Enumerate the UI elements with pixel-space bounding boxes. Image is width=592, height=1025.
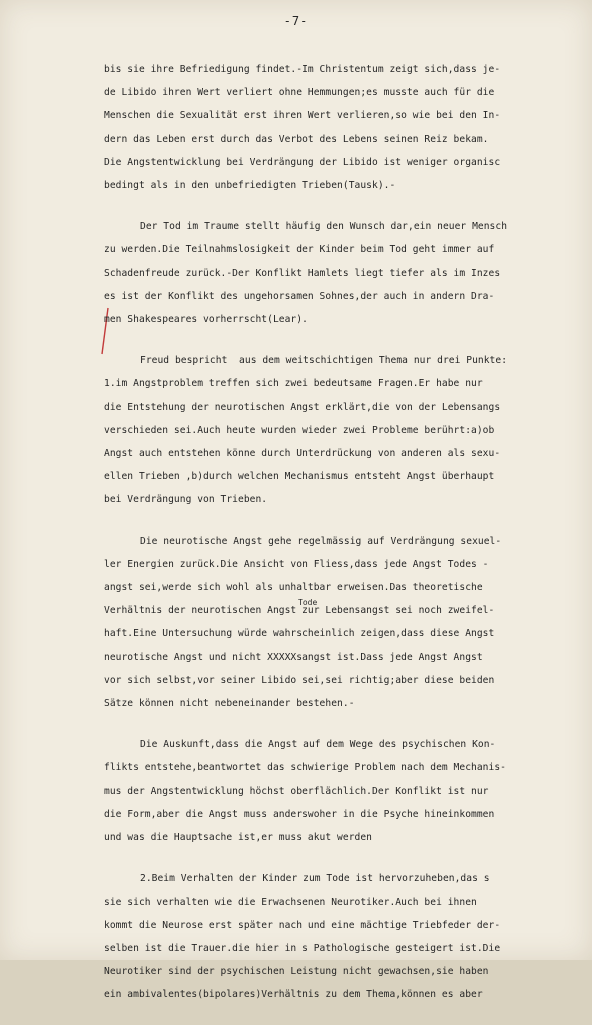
- text-line: Verhältnis der neurotischen Angst zur Lebensangst sei noch zweifel-: [104, 605, 495, 617]
- text-line: die Entstehung der neurotischen Angst erklärt,die von der Lebensangs: [104, 401, 501, 413]
- paragraph-6: [104, 867, 576, 1006]
- text-line: 1.im Angstproblem treffen sich zwei bedeutsame Fragen.Er habe nur: [104, 378, 483, 390]
- page-number: -7-: [283, 14, 309, 28]
- paragraph-4: [104, 530, 576, 716]
- text-line: bis sie ihre Befriedigung findet.-Im Christentum zeigt sich,dass je-: [104, 64, 501, 75]
- text-line: selben ist die Trauer.die hier in s Pathologische gesteigert ist.Die: [104, 942, 501, 954]
- body-text: [104, 58, 576, 1025]
- text-line: Neurotiker sind der psychischen Leistung nicht gewachsen,sie haben: [104, 966, 489, 978]
- text-line: und was die Hauptsache ist,er muss akut werden: [104, 832, 372, 844]
- text-line: bei Verdrängung von Trieben.: [104, 494, 268, 506]
- text-line: sie sich verhalten wie die Erwachsenen Neurotiker.Auch bei ihnen: [104, 896, 477, 908]
- text-line: men Shakespeares vorherrscht(Lear).: [104, 314, 308, 326]
- paragraph-1: [104, 58, 576, 197]
- paragraph-2: [104, 215, 576, 331]
- text-line: mus der Angstentwicklung höchst oberflächlich.Der Konflikt ist nur: [104, 785, 489, 797]
- interlinear-correction: Tode: [298, 598, 318, 607]
- text-line: haft.Eine Untersuchung würde wahrscheinlich zeigen,dass diese Angst: [104, 628, 495, 640]
- text-line: ein ambivalentes(bipolares)Verhältnis zu dem Thema,können es aber: [104, 989, 483, 1001]
- text-line: Sätze können nicht nebeneinander bestehen.-: [104, 698, 355, 710]
- text-line: Menschen die Sexualität erst ihren Wert verlieren,so wie bei den In-: [104, 110, 501, 122]
- text-line: Die Auskunft,dass die Angst auf dem Wege des psychischen Kon-: [140, 739, 496, 751]
- text-line: die Form,aber die Angst muss anderswoher in die Psyche hineinkommen: [104, 808, 495, 820]
- text-line: vor sich selbst,vor seiner Libido sei,sei richtig;aber diese beiden: [104, 674, 495, 686]
- text-line: de Libido ihren Wert verliert ohne Hemmungen;es musste auch für die: [104, 87, 495, 99]
- text-line: bedingt als in den unbefriedigten Trieben(Tausk).-: [104, 180, 396, 192]
- text-line: zu werden.Die Teilnahmslosigkeit der Kinder beim Tod geht immer auf: [104, 244, 495, 256]
- text-line: Die neurotische Angst gehe regelmässig auf Verdrängung sexuel-: [140, 535, 502, 547]
- text-line: dern das Leben erst durch das Verbot des Lebens seinen Reiz bekam.: [104, 133, 489, 145]
- text-line: verschieden sei.Auch heute wurden wieder zwei Probleme berührt:a)ob: [104, 424, 495, 436]
- text-line: ellen Trieben ,b)durch welchen Mechanismus entsteht Angst überhaupt: [104, 471, 495, 483]
- text-line: angst sei,werde sich wohl als unhaltbar erweisen.Das theoretische: [104, 582, 483, 594]
- text-line: Der Tod im Traume stellt häufig den Wunsch dar,ein neuer Mensch: [140, 221, 508, 233]
- paragraph-3: [104, 349, 576, 511]
- text-line: kommt die Neurose erst später nach und eine mächtige Triebfeder der-: [104, 919, 501, 931]
- text-line: 2.Beim Verhalten der Kinder zum Tode ist hervorzuheben,das s: [140, 873, 490, 885]
- text-line: ler Energien zurück.Die Ansicht von Fliess,dass jede Angst Todes -: [104, 558, 489, 570]
- text-line: Die Angstentwicklung bei Verdrängung der Libido ist weniger organisc: [104, 156, 501, 168]
- text-line: flikts entstehe,beantwortet das schwierige Problem nach dem Mechanis-: [104, 762, 506, 774]
- text-line: es ist der Konflikt des ungehorsamen Sohnes,der auch in andern Dra-: [104, 290, 495, 302]
- text-line: Freud bespricht aus dem weitschichtigen Thema nur drei Punkte:: [140, 355, 508, 367]
- text-line: neurotische Angst und nicht XXXXXsangst ist.Dass jede Angst Angst: [104, 651, 483, 663]
- text-line: Schadenfreude zurück.-Der Konflikt Hamlets liegt tiefer als im Inzes: [104, 267, 501, 279]
- paragraph-5: [104, 733, 576, 849]
- text-line: Angst auch entstehen könne durch Unterdrückung von anderen als sexu-: [104, 448, 501, 460]
